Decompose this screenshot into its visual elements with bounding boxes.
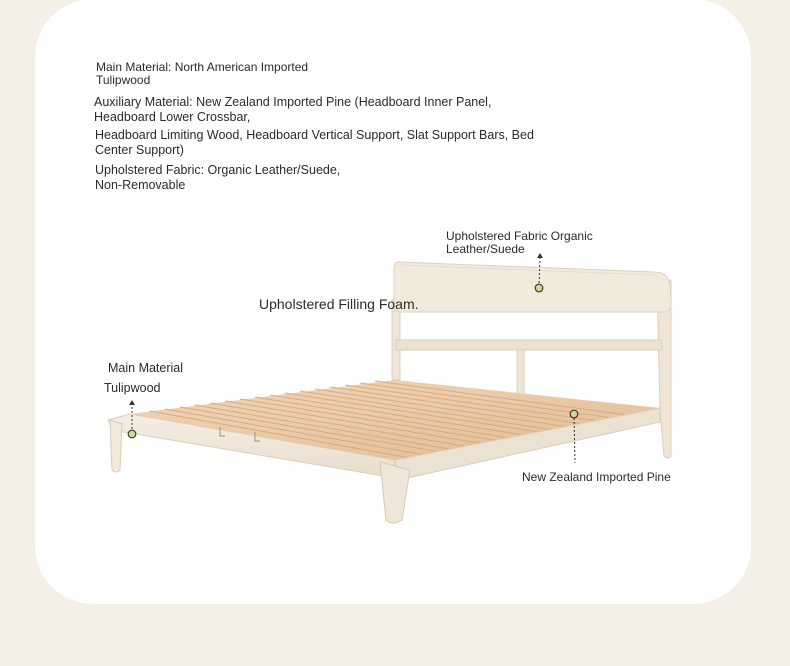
main-material-marker [128, 430, 136, 438]
callout-pine: New Zealand Imported Pine [522, 470, 671, 484]
callout-fabric: Upholstered Fabric Organic Leather/Suede [446, 229, 593, 256]
callout-tulipwood: Tulipwood [104, 381, 161, 395]
front-left-leg [110, 420, 122, 472]
headboard-crossbar [396, 340, 662, 350]
spec-upholstered-fabric: Upholstered Fabric: Organic Leather/Suede, Non-Removable [95, 163, 341, 192]
upholstered-headboard [394, 262, 671, 312]
callout-main-material: Main Material [108, 361, 184, 375]
spec-auxiliary-material-continued: Headboard Limiting Wood, Headboard Vertical Support, Slat Support Bars, Bed Center Support) [95, 128, 534, 157]
front-corner-leg [380, 462, 410, 523]
fabric-marker [535, 284, 543, 292]
spec-main-material: Main Material: North American Imported Tulipwood [96, 60, 309, 87]
pine-marker [570, 410, 578, 418]
spec-auxiliary-material: Auxiliary Material: New Zealand Imported Pine (Headboard Inner Panel, Headboard Lower Crossbar, [94, 95, 492, 124]
callout-foam: Upholstered Filling Foam. [259, 296, 419, 312]
